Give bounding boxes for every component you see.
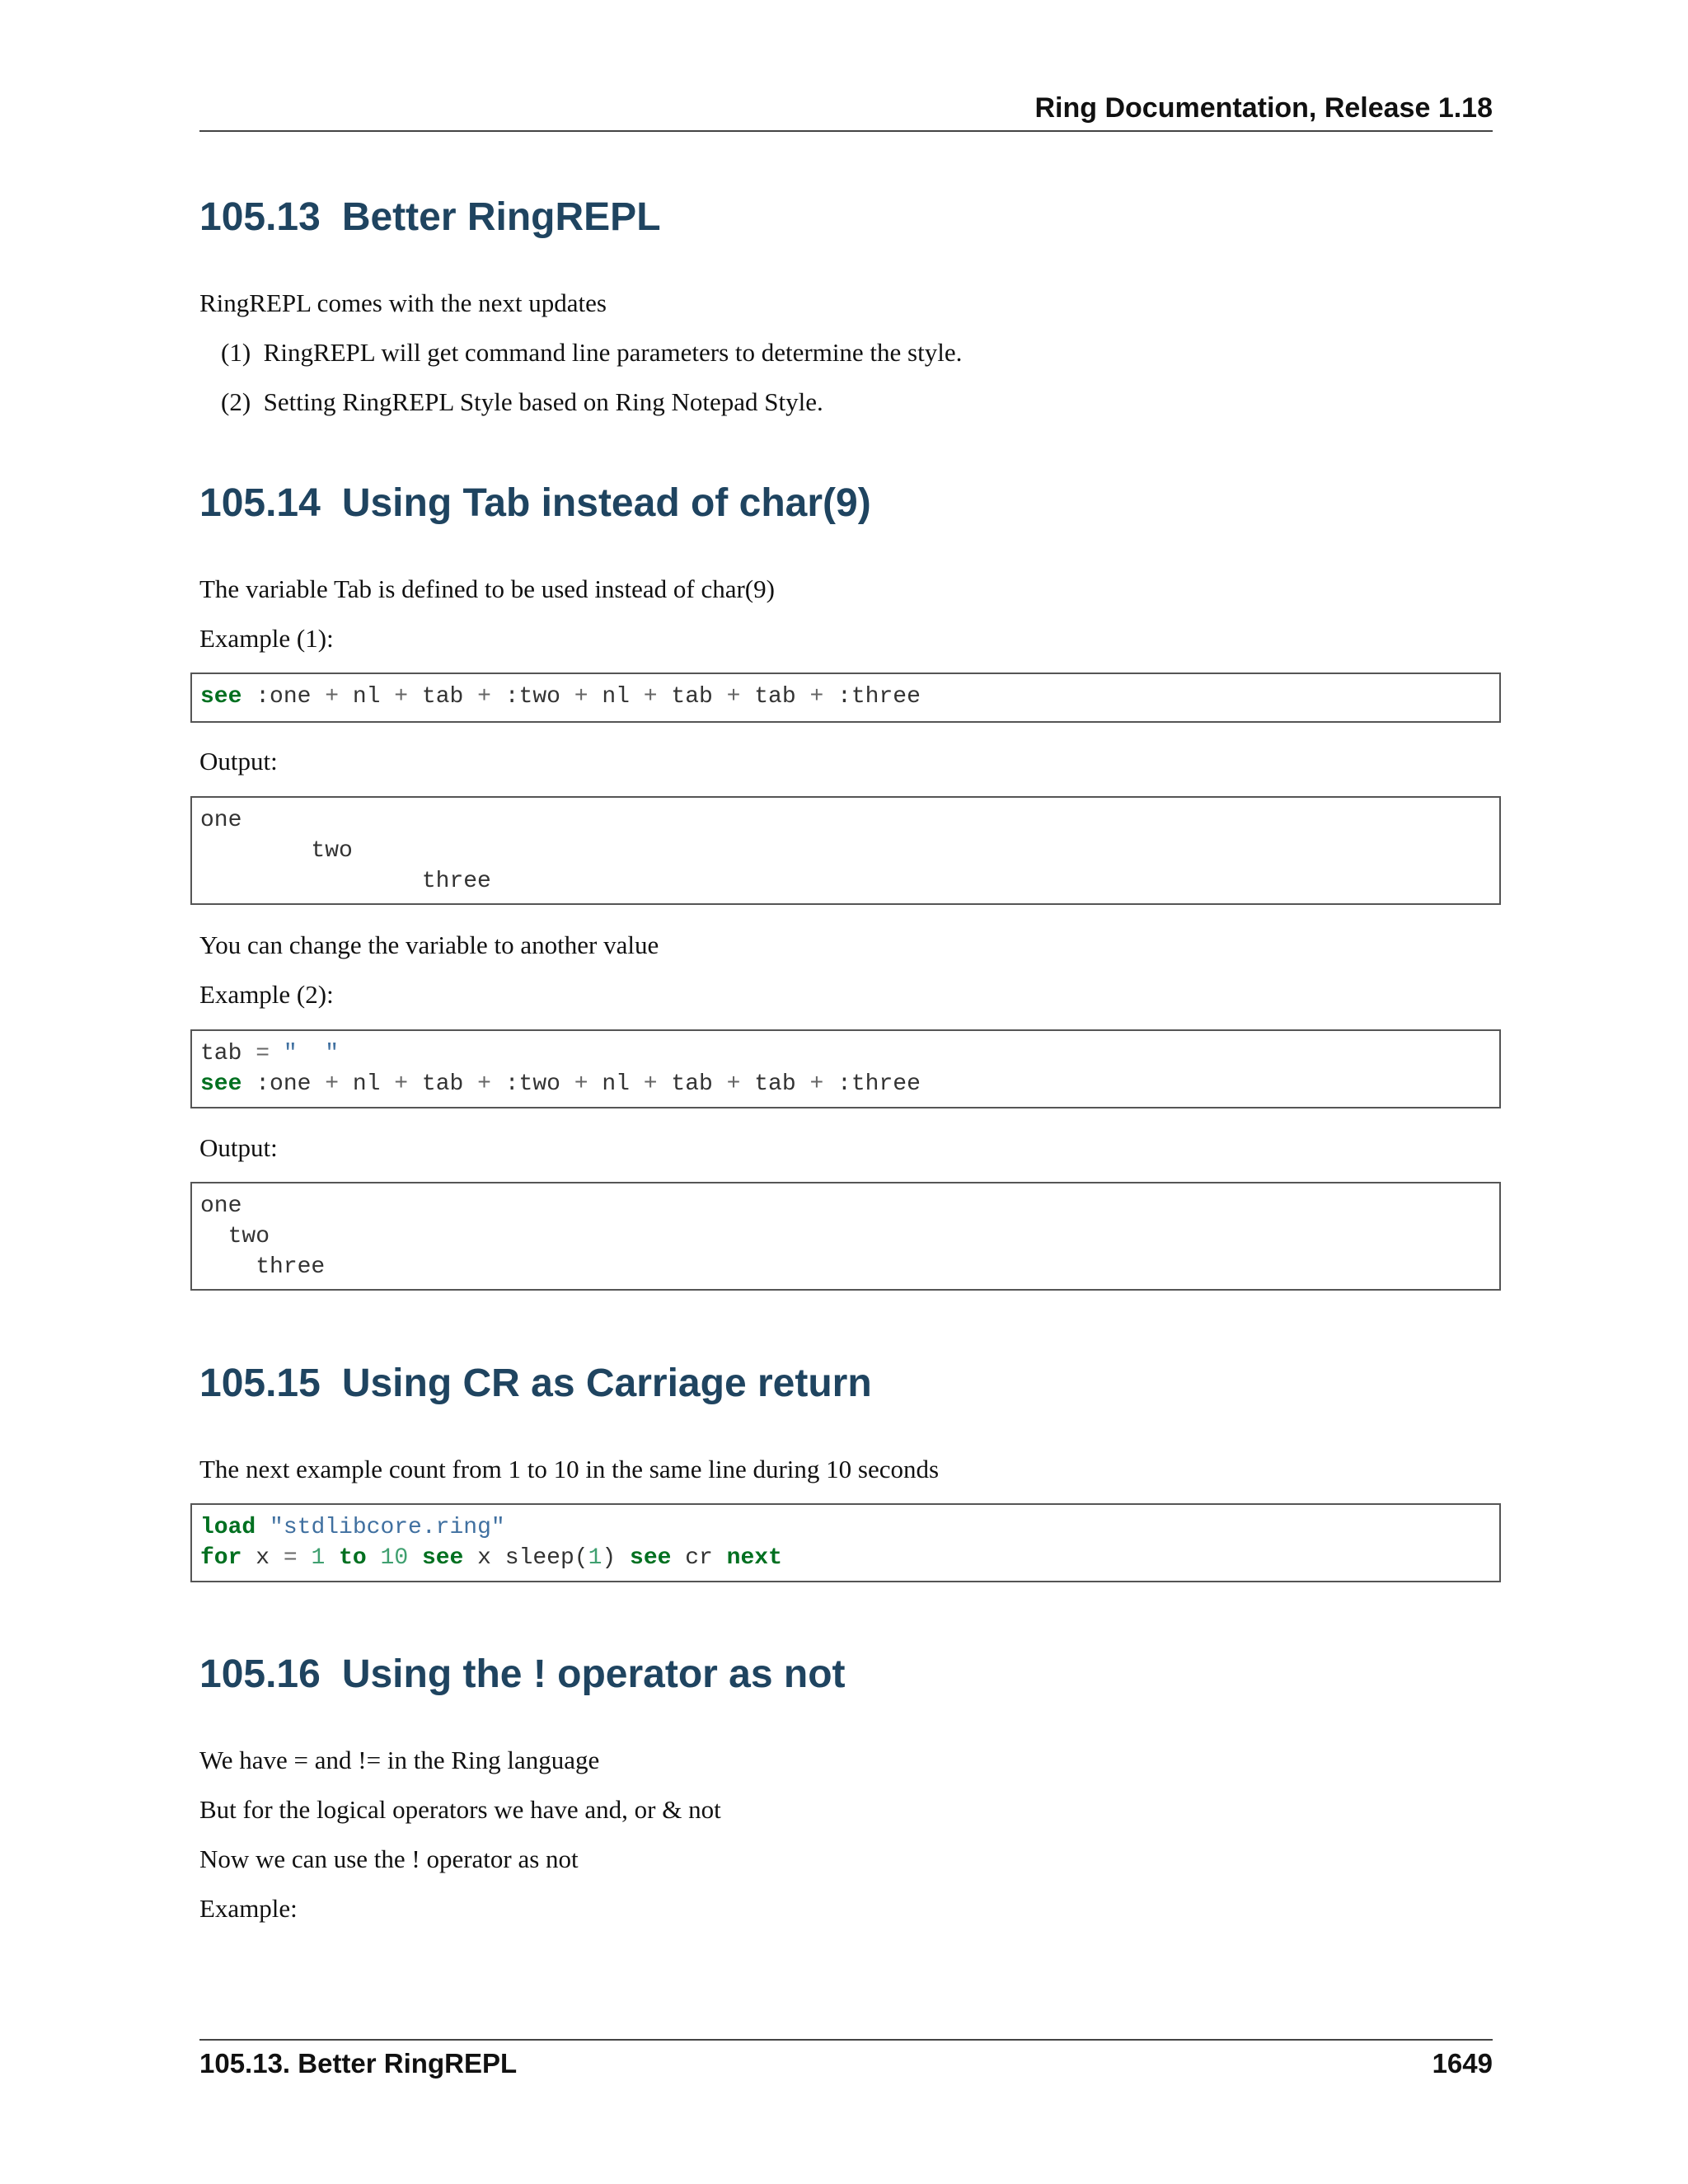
code-operator: + [574,1071,588,1097]
code-token: nl [588,1071,644,1097]
code-string: "stdlibcore.ring" [270,1515,505,1540]
code-token: tab [657,1071,727,1097]
code-keyword: next [726,1545,782,1571]
code-line [200,1512,1499,1543]
code-operator: + [394,684,409,710]
output-line: one [200,1193,242,1219]
list-marker: (2) [221,387,251,416]
section-title: Better RingREPL [341,195,661,239]
code-keyword: see [421,1545,464,1571]
paragraph: You can change the variable to another value [199,930,659,959]
output-block [190,1182,1501,1291]
code-number: 1 [588,1545,603,1571]
code-number: 10 [380,1545,409,1571]
output-label: Output: [199,747,278,776]
code-operator: + [574,684,588,710]
code-token [270,1041,284,1066]
code-operator: + [325,1071,340,1097]
code-token: :one [241,1071,326,1097]
code-operator: + [477,1071,491,1097]
section-number: 105.14 [199,481,321,525]
code-operator: + [726,684,741,710]
output-line: two [200,838,353,864]
code-line [200,1069,1499,1099]
section-title: Using CR as Carriage return [341,1361,872,1405]
code-operator: + [643,1071,658,1097]
output-line: one [200,808,242,833]
code-token: x sleep( [463,1545,588,1571]
code-token: nl [339,684,395,710]
code-token [408,1545,422,1571]
code-token: x [241,1545,284,1571]
section-heading-cr [199,1361,872,1406]
code-token [325,1545,339,1571]
section-heading-tab [199,480,871,526]
code-operator: = [283,1545,298,1571]
code-token: nl [588,684,644,710]
code-token: tab [740,1071,810,1097]
example-label: Example: [199,1894,298,1923]
code-number: 1 [311,1545,326,1571]
section-heading-better-ringrepl [199,194,661,240]
example-label: Example (2): [199,980,334,1009]
section-title: Using Tab instead of char(9) [341,481,871,525]
code-block [190,1029,1501,1108]
code-operator: + [477,684,491,710]
section-heading-not-operator [199,1652,846,1697]
code-token [367,1545,381,1571]
code-operator: + [809,1071,824,1097]
code-keyword: for [200,1545,242,1571]
list-item [221,387,823,417]
running-header: Ring Documentation, Release 1.18 [1034,92,1493,124]
output-line: three [200,869,491,894]
code-operator: = [256,1041,270,1066]
section-number: 105.16 [199,1652,321,1696]
code-keyword: see [200,1071,242,1097]
code-keyword: to [339,1545,367,1571]
code-token: :two [490,1071,574,1097]
code-token: ) [602,1545,631,1571]
paragraph: We have = and != in the Ring language [199,1746,600,1774]
output-line: two [200,1224,270,1249]
header-rule [199,130,1493,132]
section-title: Using the ! operator as not [341,1652,846,1696]
output-line: three [200,1254,326,1280]
code-token: :three [823,684,921,710]
paragraph: The next example count from 1 to 10 in the same line during 10 seconds [199,1455,940,1483]
code-line [200,1038,1499,1069]
code-token: tab [408,684,478,710]
code-token: nl [339,1071,395,1097]
paragraph: But for the logical operators we have and, or & not [199,1795,721,1824]
code-string: " " [283,1041,340,1066]
code-line [200,682,1499,712]
code-operator: + [394,1071,409,1097]
output-block [190,796,1501,905]
output-label: Output: [199,1133,278,1162]
footer-section-title: 105.13. Better RingREPL [199,2048,518,2079]
code-token: :three [823,1071,921,1097]
paragraph: Now we can use the ! operator as not [199,1844,579,1873]
list-text: Setting RingREPL Style based on Ring Notepad Style. [263,387,823,416]
code-operator: + [726,1071,741,1097]
example-label: Example (1): [199,624,334,653]
page-number: 1649 [1432,2048,1493,2079]
code-operator: + [809,684,824,710]
code-keyword: load [200,1515,256,1540]
section-number: 105.13 [199,195,321,239]
code-token: cr [671,1545,727,1571]
code-token: tab [657,684,727,710]
paragraph: The variable Tab is defined to be used instead of char(9) [199,574,775,603]
code-keyword: see [200,684,242,710]
code-block [190,673,1501,723]
list-item [221,338,962,368]
paragraph: RingREPL comes with the next updates [199,288,607,317]
section-number: 105.15 [199,1361,321,1405]
code-token: :one [241,684,326,710]
code-operator: + [325,684,340,710]
code-line [200,1543,1499,1573]
list-text: RingREPL will get command line parameters to determine the style. [263,338,963,367]
code-token: :two [490,684,574,710]
code-token: tab [408,1071,478,1097]
code-keyword: see [630,1545,672,1571]
code-token [256,1515,270,1540]
code-token [298,1545,312,1571]
code-block [190,1503,1501,1582]
list-marker: (1) [221,338,251,367]
footer-rule [199,2039,1493,2041]
code-operator: + [643,684,658,710]
code-token: tab [740,684,810,710]
code-token: tab [200,1041,256,1066]
